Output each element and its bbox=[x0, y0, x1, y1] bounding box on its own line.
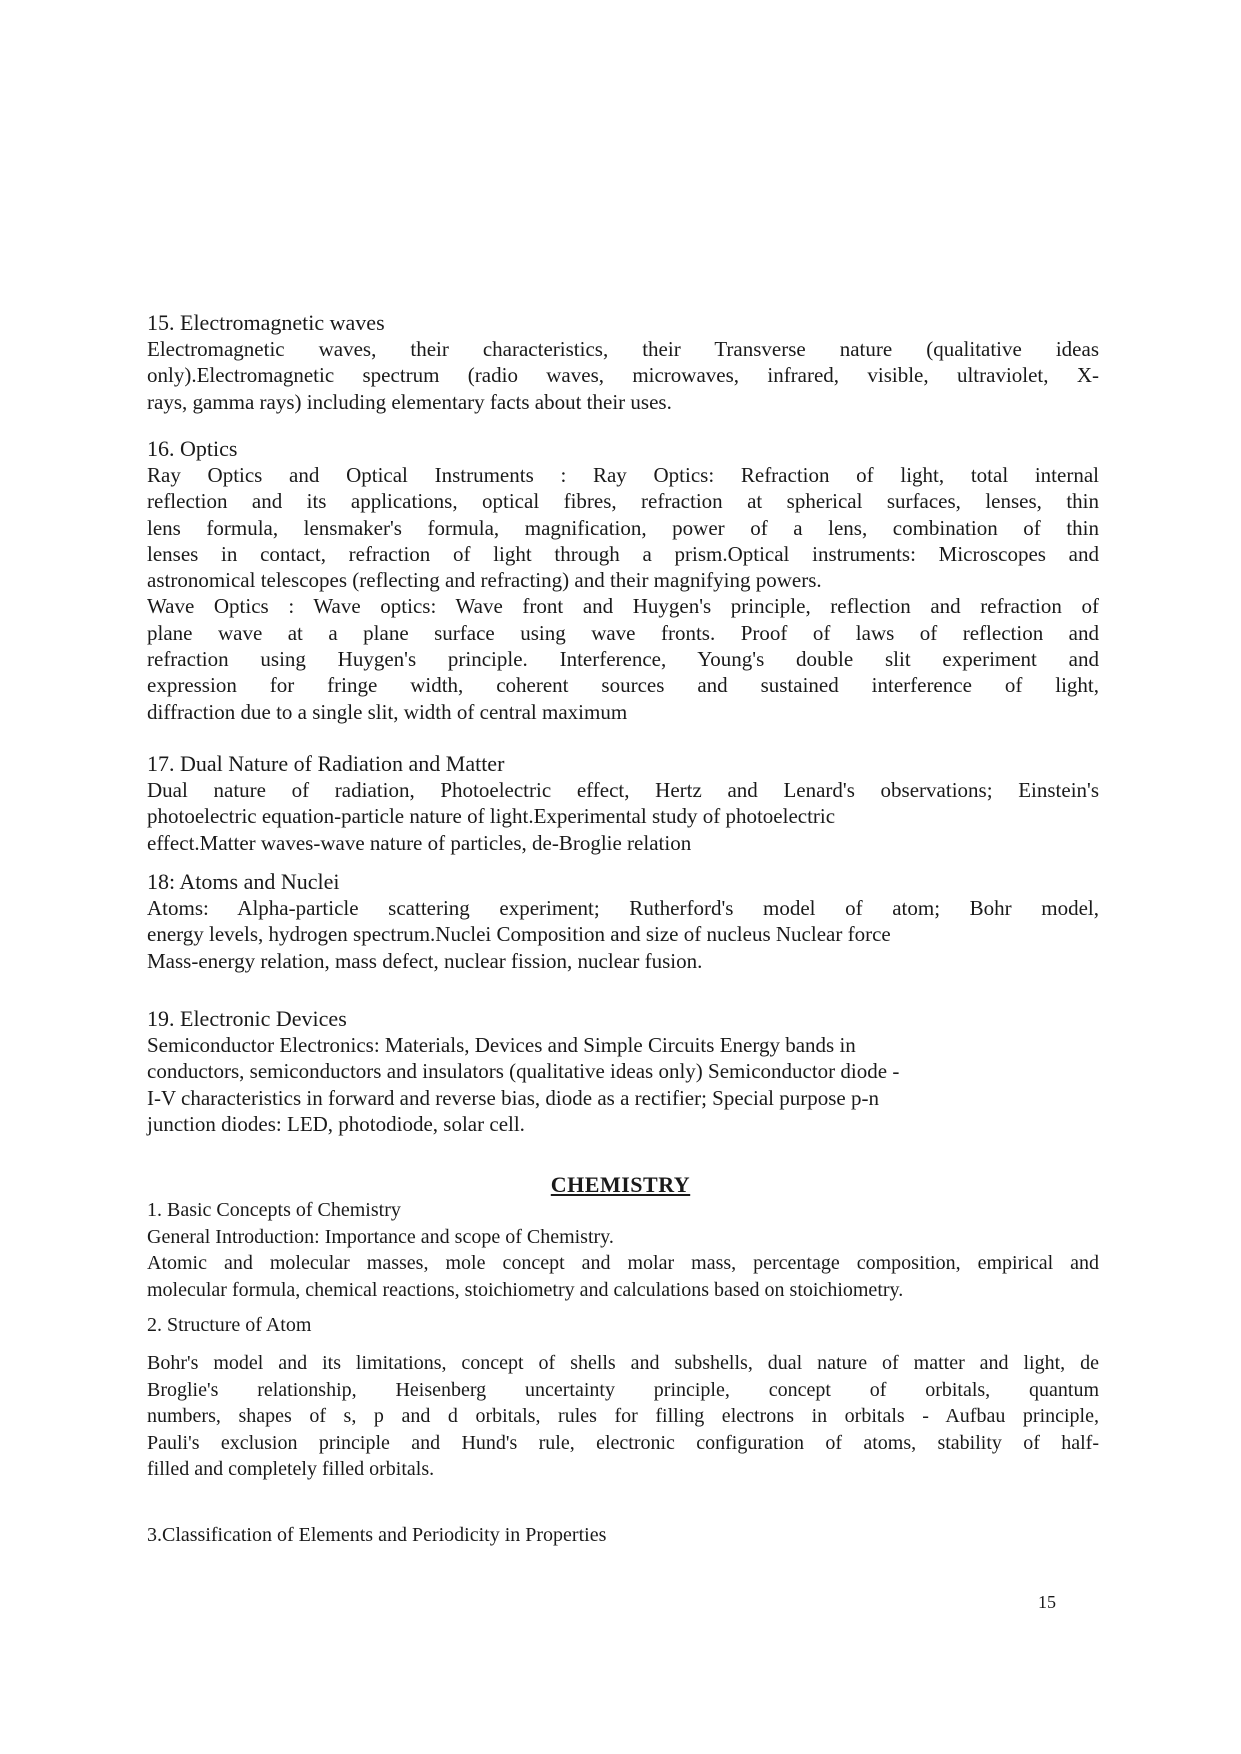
structure-of-atom-body bbox=[147, 1350, 1099, 1483]
section-heading: 18: Atoms and Nuclei bbox=[147, 869, 340, 894]
paragraph-line: energy levels, hydrogen spectrum.Nuclei Composition and size of nucleus Nuclear force bbox=[147, 922, 891, 947]
paragraph-line: Mass-energy relation, mass defect, nuclear fission, nuclear fusion. bbox=[147, 948, 703, 973]
paragraph-line: conductors, semiconductors and insulators (qualitative ideas only) Semiconductor diode - bbox=[147, 1059, 900, 1084]
paragraph-line: refraction using Huygen's principle. Interference, Young's double slit experiment and bbox=[147, 647, 1099, 672]
paragraph-line: Broglie's relationship, Heisenberg uncertainty principle, concept of orbitals, quantum bbox=[147, 1378, 1099, 1401]
paragraph-line: Ray Optics and Optical Instruments : Ray Optics: Refraction of light, total internal bbox=[147, 463, 1099, 487]
paragraph-line: junction diodes: LED, photodiode, solar cell. bbox=[147, 1111, 525, 1136]
paragraph-line: photoelectric equation-particle nature of light.Experimental study of photoelectric bbox=[147, 804, 836, 829]
section-heading: 16. Optics bbox=[147, 436, 238, 461]
section-basic-concepts bbox=[147, 1197, 1099, 1303]
paragraph-line: molecular formula, chemical reactions, stoichiometry and calculations based on stoichiometry. bbox=[147, 1278, 904, 1301]
paragraph-line: Semiconductor Electronics: Materials, Devices and Simple Circuits Energy bands in bbox=[147, 1033, 856, 1057]
section-electronic-devices bbox=[147, 1006, 1099, 1137]
paragraph-line: lens formula, lensmaker's formula, magnification, power of a lens, combination of thin bbox=[147, 515, 1099, 540]
chemistry-title: CHEMISTRY bbox=[550, 1172, 691, 1197]
paragraph-line: General Introduction: Importance and scope of Chemistry. bbox=[147, 1225, 614, 1248]
section-classification bbox=[147, 1522, 1099, 1549]
paragraph-line: I-V characteristics in forward and reverse bias, diode as a rectifier; Special purpose p-n bbox=[147, 1085, 879, 1110]
paragraph-line: Dual nature of radiation, Photoelectric effect, Hertz and Lenard's observations; Einstein's bbox=[147, 778, 1099, 802]
paragraph-line: Atoms: Alpha-particle scattering experiment; Rutherford's model of atom; Bohr model, bbox=[147, 896, 1099, 920]
section-dual-nature bbox=[147, 751, 1099, 856]
paragraph-line: only).Electromagnetic spectrum (radio waves, microwaves, infrared, visible, ultraviolet, X- bbox=[147, 363, 1099, 388]
paragraph-line: numbers, shapes of s, p and d orbitals, rules for filling electrons in orbitals - Aufbau principle, bbox=[147, 1405, 1099, 1427]
section-heading: 2. Structure of Atom bbox=[147, 1314, 312, 1336]
paragraph-line: reflection and its applications, optical fibres, refraction at spherical surfaces, lenses, thin bbox=[147, 489, 1099, 514]
paragraph-line: Pauli's exclusion principle and Hund's rule, electronic configuration of atoms, stability of half- bbox=[147, 1431, 1099, 1454]
paragraph-line: Wave Optics : Wave optics: Wave front and Huygen's principle, reflection and refraction of bbox=[147, 594, 1099, 619]
section-optics bbox=[147, 436, 1099, 725]
paragraph-line: rays, gamma rays) including elementary facts about their uses. bbox=[147, 389, 672, 414]
paragraph-line: expression for fringe width, coherent sources and sustained interference of light, bbox=[147, 673, 1099, 698]
section-heading: 15. Electromagnetic waves bbox=[147, 310, 385, 335]
paragraph-line: filled and completely filled orbitals. bbox=[147, 1458, 435, 1480]
paragraph-line: diffraction due to a single slit, width of central maximum bbox=[147, 699, 628, 724]
paragraph-line: lenses in contact, refraction of light through a prism.Optical instruments: Microscopes and bbox=[147, 541, 1099, 566]
paragraph-line: plane wave at a plane surface using wave fronts. Proof of laws of reflection and bbox=[147, 620, 1099, 645]
paragraph-line: Bohr's model and its limitations, concept of shells and subshells, dual nature of matter and light, de bbox=[147, 1352, 1099, 1374]
section-heading: 19. Electronic Devices bbox=[147, 1006, 347, 1031]
section-structure-of-atom bbox=[147, 1312, 1099, 1339]
section-heading: 1. Basic Concepts of Chemistry bbox=[147, 1199, 401, 1221]
section-atoms-nuclei bbox=[147, 869, 1099, 974]
section-heading: 17. Dual Nature of Radiation and Matter bbox=[147, 751, 505, 776]
paragraph-line: astronomical telescopes (reflecting and refracting) and their magnifying powers. bbox=[147, 568, 822, 593]
paragraph-line: Atomic and molecular masses, mole concept and molar mass, percentage composition, empirical and bbox=[147, 1252, 1099, 1274]
page-number: 15 bbox=[1038, 1592, 1056, 1612]
section-electromagnetic-waves bbox=[147, 310, 1099, 415]
section-heading: 3.Classification of Elements and Periodicity in Properties bbox=[147, 1524, 607, 1546]
paragraph-line: Electromagnetic waves, their characteristics, their Transverse nature (qualitative ideas bbox=[147, 337, 1099, 361]
paragraph-line: effect.Matter waves-wave nature of particles, de-Broglie relation bbox=[147, 830, 692, 855]
